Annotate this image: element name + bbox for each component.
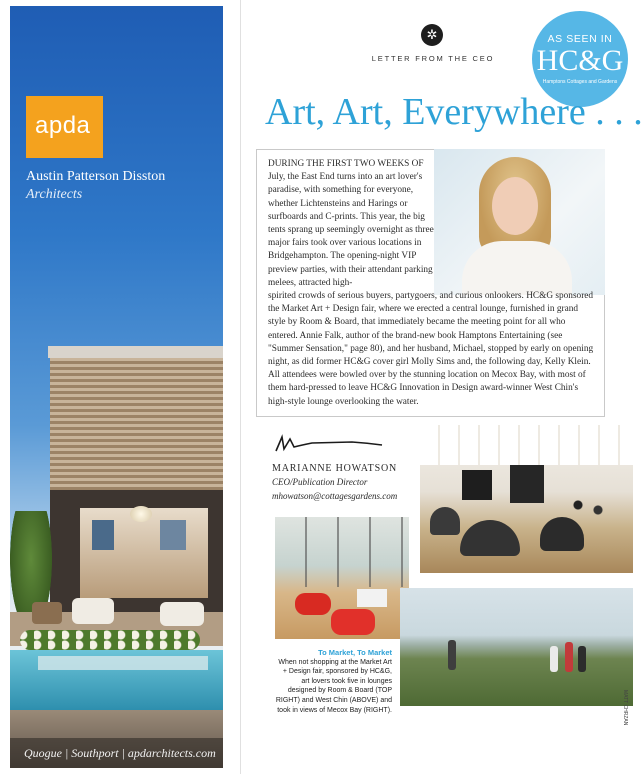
article-paragraph: spirited crowds of serious buyers, partygoers, and curious onlookers. HC&G sponsored the Market Art + Design fair, where we erected a central lounge, furnished in grand style by Room & Board, that immediately became the meeting point for all who entered. Annie Falk, author of the brand-new book Hamptons Entertaining (see "Summer Sensation," page 80), and her husband, Michael, stopped by early on opening night, as did former HC&G cover girl Molly Sims and, the following day, Kelly Klein. All attendees were bowled over by the stunning location on Mecox Bay, with most of them hard-pressed to leave HC&G Innovation in Design award-winner West Chin's high-style lounge overlooking the water. (268, 291, 594, 407)
fair-lounge-photo (420, 425, 633, 573)
white-table (357, 589, 387, 607)
lounge-room-photo (275, 517, 409, 639)
mecox-bay-photo (400, 588, 633, 706)
badge-top: AS SEEN IN (547, 33, 613, 45)
red-chair (331, 609, 375, 635)
caption-title: To Market, To Market (318, 648, 392, 657)
pool-step (38, 656, 208, 670)
caption-body: When not shopping at the Market Art + Design fair, sponsored by HC&G, art lovers took five in lounges designed by Room & Board (TOP RIGHT) and West Chin (ABOVE) and took in views of Mecox Bay (RIGHT). (275, 658, 392, 714)
ad-panel (10, 6, 223, 768)
house-artwork (92, 520, 114, 550)
page-title: Art, Art, Everywhere . . . (265, 91, 643, 133)
article-body (268, 158, 604, 409)
tent-ceiling (420, 425, 633, 465)
article-paragraph: DURING THE FIRST TWO WEEKS OF July, the East End turns into an art lover's paradise, with something for everyone, whether Lichtensteins and Harings or surfboards and C-prints. This year, the big tents sprang up seemingly overnight as three major fairs took over various locations in Bridgehampton. The opening-night VIP preview parties, with their attendant parking melees, attracted high- (268, 159, 434, 288)
logo-text: apda (35, 112, 91, 139)
compass-icon: ✲ (421, 24, 443, 46)
ceo-email: mhowatson@cottagesgardens.com (272, 491, 398, 501)
photo-caption (275, 648, 392, 715)
house-artwork (160, 520, 186, 550)
lounge-chair (32, 602, 62, 624)
apda-logo (26, 96, 103, 158)
house-photo (10, 336, 223, 768)
badge-brand: HC&G (536, 44, 624, 77)
lounge-chair (160, 602, 204, 626)
lounge-chair (72, 598, 114, 624)
house-roof (48, 346, 223, 358)
badge-subtitle: Hamptons Cottages and Gardens (542, 79, 618, 85)
person (448, 640, 456, 670)
firm-name: Austin Patterson Disston (26, 169, 166, 184)
ad-footer (10, 738, 223, 768)
ceo-name: MARIANNE HOWATSON (272, 463, 397, 474)
chandelier (130, 506, 152, 522)
house-slats (50, 358, 223, 490)
person (550, 646, 558, 672)
section-kicker: LETTER FROM THE CEO (371, 54, 495, 63)
person (578, 646, 586, 672)
ceo-title: CEO/Publication Director (272, 477, 368, 487)
red-chair (295, 593, 331, 615)
visitors (570, 495, 610, 545)
page-gutter (240, 0, 241, 774)
signature-icon (272, 433, 392, 455)
person (565, 642, 573, 672)
flower-hedge (20, 630, 200, 650)
lounge-chair (430, 507, 460, 535)
ad-footer-text: Quogue | Southport | apdarchitects.com (24, 746, 216, 760)
window-frames (275, 517, 409, 587)
photo-credit: MATT CHRZAN (622, 690, 628, 726)
artwork (510, 465, 544, 503)
firm-subtitle: Architects (26, 187, 83, 202)
artwork (462, 470, 492, 500)
lounge-chair (460, 520, 520, 556)
